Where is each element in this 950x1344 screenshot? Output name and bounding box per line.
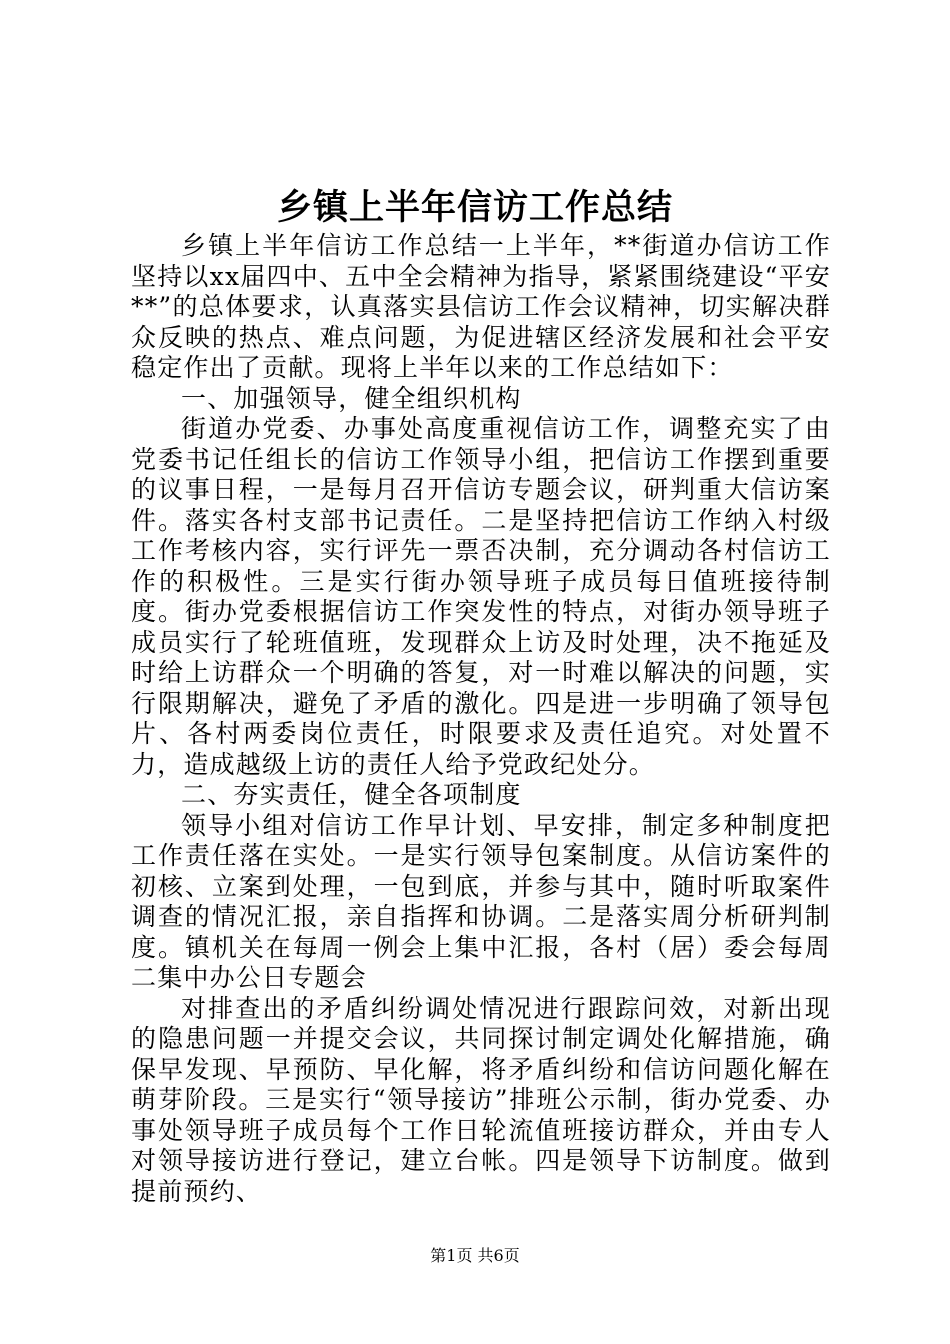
paragraph-intro: 乡镇上半年信访工作总结一上半年，**街道办信访工作坚持以xx届四中、五中全会精神为指导，紧紧围绕建设“平安**”的总体要求，认真落实县信访工作会议精神，切实解决群众反映的热点、难点问题，为促进辖区经济发展和社会平安稳定作出了贡献。现将上半年以来的工作总结如下： (131, 231, 831, 382)
page-number-footer: 第1页 共6页 (430, 1246, 520, 1265)
paragraph-section-2: 领导小组对信访工作早计划、早安排，制定多种制度把工作责任落在实处。一是实行领导包案制度。从信访案件的初核、立案到处理，一包到底，并参与其中，随时听取案件调查的情况汇报，亲自指挥和协调。二是落实周分析研判制度。镇机关在每周一例会上集中汇报，各村（居）委会每周二集中办公日专题会 (131, 810, 831, 992)
section-heading-2: 二、夯实责任，健全各项制度 (181, 780, 522, 809)
document-body (131, 231, 831, 1207)
paragraph-section-1: 街道办党委、办事处高度重视信访工作，调整充实了由党委书记任组长的信访工作领导小组，把信访工作摆到重要的议事日程，一是每月召开信访专题会议，研判重大信访案件。落实各村支部书记责任。二是坚持把信访工作纳入村级工作考核内容，实行评先一票否决制，充分调动各村信访工作的积极性。三是实行街办领导班子成员每日值班接待制度。街办党委根据信访工作突发性的特点，对街办领导班子成员实行了轮班值班，发现群众上访及时处理，决不拖延及时给上访群众一个明确的答复，对一时难以解决的问题，实行限期解决，避免了矛盾的激化。四是进一步明确了领导包片、各村两委岗位责任，时限要求及责任追究。对处置不力，造成越级上访的责任人给予党政纪处分。 (131, 414, 831, 779)
document-title: 乡镇上半年信访工作总结 (276, 187, 673, 228)
paragraph-section-2-continued: 对排查出的矛盾纠纷调处情况进行跟踪问效，对新出现的隐患问题一并提交会议，共同探讨制定调处化解措施，确保早发现、早预防、早化解，将矛盾纠纷和信访问题化解在萌芽阶段。三是实行“领导接访”排班公示制，街办党委、办事处领导班子成员每个工作日轮流值班接访群众，并由专人对领导接访进行登记，建立台帐。四是领导下访制度。做到提前预约、 (131, 993, 831, 1206)
section-heading-1: 一、加强领导，健全组织机构 (181, 383, 522, 413)
